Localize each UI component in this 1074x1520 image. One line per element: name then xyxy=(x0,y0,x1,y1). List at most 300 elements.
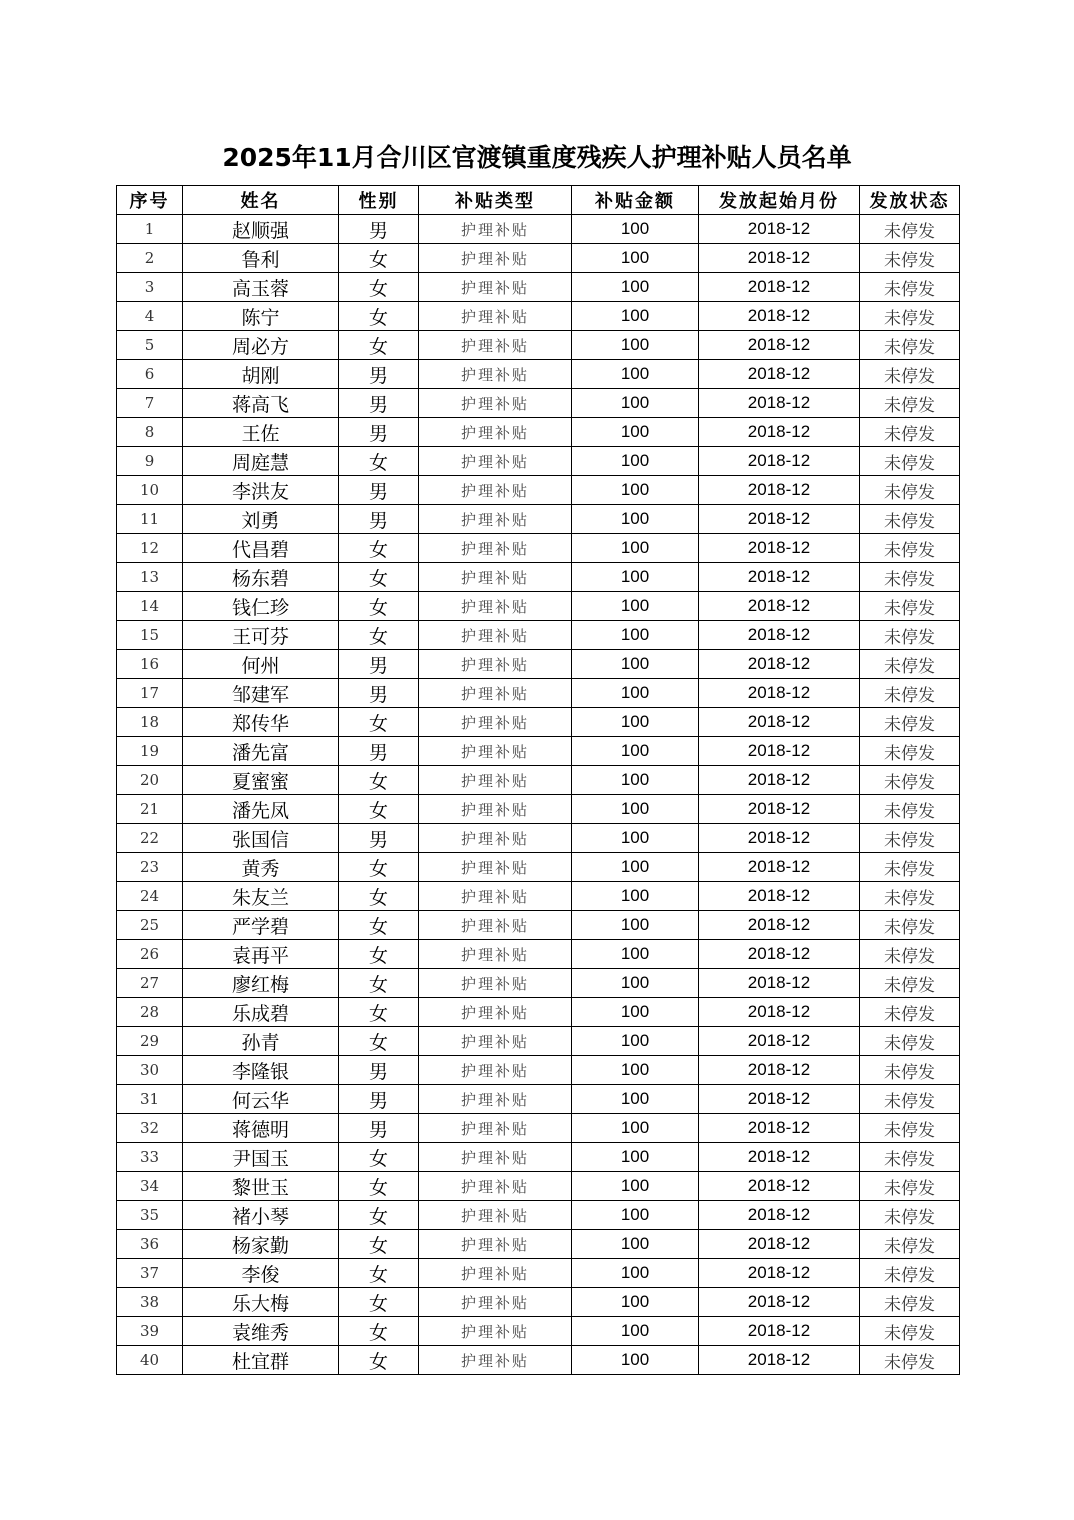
cell-name: 杨家勤 xyxy=(183,1230,339,1259)
cell-status: 未停发 xyxy=(860,331,960,360)
cell-serial-no: 11 xyxy=(117,505,183,534)
table-row xyxy=(117,1259,960,1288)
table-row xyxy=(117,969,960,998)
cell-gender: 男 xyxy=(339,1056,419,1085)
cell-name: 潘先凤 xyxy=(183,795,339,824)
table-row xyxy=(117,708,960,737)
cell-start-month: 2018-12 xyxy=(699,505,860,534)
cell-start-month: 2018-12 xyxy=(699,563,860,592)
table-row xyxy=(117,1056,960,1085)
cell-serial-no: 37 xyxy=(117,1259,183,1288)
cell-status: 未停发 xyxy=(860,476,960,505)
cell-status: 未停发 xyxy=(860,418,960,447)
cell-name: 邹建军 xyxy=(183,679,339,708)
cell-name: 何云华 xyxy=(183,1085,339,1114)
table-row xyxy=(117,1288,960,1317)
table-row xyxy=(117,1317,960,1346)
cell-serial-no: 1 xyxy=(117,215,183,244)
cell-name: 周庭慧 xyxy=(183,447,339,476)
cell-subsidy-type: 护理补贴 xyxy=(419,476,572,505)
cell-start-month: 2018-12 xyxy=(699,621,860,650)
cell-subsidy-amount: 100 xyxy=(572,534,699,563)
cell-gender: 女 xyxy=(339,795,419,824)
cell-status: 未停发 xyxy=(860,824,960,853)
cell-subsidy-type: 护理补贴 xyxy=(419,215,572,244)
cell-status: 未停发 xyxy=(860,215,960,244)
table-row xyxy=(117,998,960,1027)
cell-subsidy-type: 护理补贴 xyxy=(419,708,572,737)
table-row xyxy=(117,1346,960,1375)
cell-subsidy-amount: 100 xyxy=(572,418,699,447)
cell-subsidy-type: 护理补贴 xyxy=(419,1027,572,1056)
cell-gender: 女 xyxy=(339,1317,419,1346)
cell-subsidy-amount: 100 xyxy=(572,389,699,418)
cell-name: 高玉蓉 xyxy=(183,273,339,302)
cell-subsidy-type: 护理补贴 xyxy=(419,1085,572,1114)
cell-start-month: 2018-12 xyxy=(699,882,860,911)
cell-status: 未停发 xyxy=(860,1143,960,1172)
cell-gender: 女 xyxy=(339,998,419,1027)
cell-gender: 女 xyxy=(339,940,419,969)
cell-serial-no: 7 xyxy=(117,389,183,418)
cell-subsidy-type: 护理补贴 xyxy=(419,1172,572,1201)
cell-serial-no: 35 xyxy=(117,1201,183,1230)
cell-gender: 女 xyxy=(339,244,419,273)
cell-subsidy-amount: 100 xyxy=(572,969,699,998)
cell-name: 尹国玉 xyxy=(183,1143,339,1172)
cell-start-month: 2018-12 xyxy=(699,215,860,244)
cell-gender: 女 xyxy=(339,331,419,360)
table-row xyxy=(117,476,960,505)
cell-start-month: 2018-12 xyxy=(699,679,860,708)
table-row xyxy=(117,592,960,621)
cell-start-month: 2018-12 xyxy=(699,1317,860,1346)
cell-subsidy-amount: 100 xyxy=(572,621,699,650)
cell-serial-no: 22 xyxy=(117,824,183,853)
cell-status: 未停发 xyxy=(860,389,960,418)
cell-gender: 女 xyxy=(339,592,419,621)
cell-subsidy-type: 护理补贴 xyxy=(419,737,572,766)
cell-subsidy-amount: 100 xyxy=(572,737,699,766)
cell-subsidy-type: 护理补贴 xyxy=(419,505,572,534)
cell-gender: 女 xyxy=(339,302,419,331)
table-row xyxy=(117,302,960,331)
cell-gender: 女 xyxy=(339,534,419,563)
table-row xyxy=(117,882,960,911)
cell-status: 未停发 xyxy=(860,563,960,592)
cell-subsidy-amount: 100 xyxy=(572,1230,699,1259)
cell-subsidy-amount: 100 xyxy=(572,244,699,273)
table-row xyxy=(117,766,960,795)
cell-start-month: 2018-12 xyxy=(699,534,860,563)
cell-status: 未停发 xyxy=(860,795,960,824)
cell-gender: 男 xyxy=(339,650,419,679)
cell-serial-no: 29 xyxy=(117,1027,183,1056)
table-row xyxy=(117,447,960,476)
cell-gender: 女 xyxy=(339,447,419,476)
cell-name: 黎世玉 xyxy=(183,1172,339,1201)
cell-subsidy-type: 护理补贴 xyxy=(419,998,572,1027)
table-row xyxy=(117,737,960,766)
cell-gender: 女 xyxy=(339,1346,419,1375)
cell-name: 周必方 xyxy=(183,331,339,360)
cell-status: 未停发 xyxy=(860,650,960,679)
cell-name: 王佐 xyxy=(183,418,339,447)
cell-subsidy-type: 护理补贴 xyxy=(419,621,572,650)
cell-serial-no: 9 xyxy=(117,447,183,476)
cell-subsidy-amount: 100 xyxy=(572,331,699,360)
cell-start-month: 2018-12 xyxy=(699,1114,860,1143)
cell-subsidy-amount: 100 xyxy=(572,302,699,331)
cell-status: 未停发 xyxy=(860,911,960,940)
cell-subsidy-type: 护理补贴 xyxy=(419,1288,572,1317)
cell-name: 孙青 xyxy=(183,1027,339,1056)
table-row xyxy=(117,795,960,824)
cell-subsidy-amount: 100 xyxy=(572,679,699,708)
cell-name: 褚小琴 xyxy=(183,1201,339,1230)
cell-start-month: 2018-12 xyxy=(699,969,860,998)
cell-start-month: 2018-12 xyxy=(699,418,860,447)
document-title: 2025年11月合川区官渡镇重度残疾人护理补贴人员名单 xyxy=(222,143,852,172)
cell-gender: 男 xyxy=(339,418,419,447)
table-row xyxy=(117,244,960,273)
cell-gender: 女 xyxy=(339,1143,419,1172)
cell-gender: 女 xyxy=(339,766,419,795)
cell-start-month: 2018-12 xyxy=(699,476,860,505)
cell-start-month: 2018-12 xyxy=(699,1201,860,1230)
cell-status: 未停发 xyxy=(860,737,960,766)
cell-name: 何州 xyxy=(183,650,339,679)
cell-gender: 女 xyxy=(339,563,419,592)
cell-serial-no: 15 xyxy=(117,621,183,650)
cell-name: 郑传华 xyxy=(183,708,339,737)
cell-serial-no: 16 xyxy=(117,650,183,679)
cell-status: 未停发 xyxy=(860,534,960,563)
cell-subsidy-amount: 100 xyxy=(572,1114,699,1143)
cell-name: 蒋高飞 xyxy=(183,389,339,418)
cell-start-month: 2018-12 xyxy=(699,1259,860,1288)
cell-subsidy-amount: 100 xyxy=(572,940,699,969)
cell-gender: 男 xyxy=(339,215,419,244)
table-row xyxy=(117,650,960,679)
cell-status: 未停发 xyxy=(860,1346,960,1375)
table-row xyxy=(117,331,960,360)
cell-start-month: 2018-12 xyxy=(699,244,860,273)
cell-serial-no: 10 xyxy=(117,476,183,505)
cell-serial-no: 12 xyxy=(117,534,183,563)
table-row xyxy=(117,679,960,708)
cell-start-month: 2018-12 xyxy=(699,273,860,302)
cell-gender: 女 xyxy=(339,708,419,737)
table-row xyxy=(117,360,960,389)
cell-start-month: 2018-12 xyxy=(699,998,860,1027)
cell-start-month: 2018-12 xyxy=(699,1027,860,1056)
table-row xyxy=(117,1230,960,1259)
header-serial-no: 序号 xyxy=(117,186,183,215)
cell-serial-no: 40 xyxy=(117,1346,183,1375)
cell-status: 未停发 xyxy=(860,273,960,302)
cell-status: 未停发 xyxy=(860,1114,960,1143)
cell-start-month: 2018-12 xyxy=(699,824,860,853)
cell-subsidy-amount: 100 xyxy=(572,476,699,505)
cell-gender: 男 xyxy=(339,679,419,708)
cell-subsidy-amount: 100 xyxy=(572,1143,699,1172)
table-row xyxy=(117,534,960,563)
cell-start-month: 2018-12 xyxy=(699,447,860,476)
cell-status: 未停发 xyxy=(860,302,960,331)
table-row xyxy=(117,1085,960,1114)
table-row xyxy=(117,824,960,853)
cell-serial-no: 33 xyxy=(117,1143,183,1172)
header-subsidy-type: 补贴类型 xyxy=(419,186,572,215)
cell-subsidy-amount: 100 xyxy=(572,1085,699,1114)
cell-subsidy-amount: 100 xyxy=(572,447,699,476)
cell-subsidy-amount: 100 xyxy=(572,1172,699,1201)
cell-gender: 女 xyxy=(339,1259,419,1288)
cell-name: 夏蜜蜜 xyxy=(183,766,339,795)
cell-status: 未停发 xyxy=(860,1230,960,1259)
cell-subsidy-type: 护理补贴 xyxy=(419,534,572,563)
cell-serial-no: 31 xyxy=(117,1085,183,1114)
cell-start-month: 2018-12 xyxy=(699,766,860,795)
table-row xyxy=(117,505,960,534)
cell-name: 严学碧 xyxy=(183,911,339,940)
cell-start-month: 2018-12 xyxy=(699,1056,860,1085)
table-row xyxy=(117,273,960,302)
table-row xyxy=(117,940,960,969)
cell-subsidy-amount: 100 xyxy=(572,563,699,592)
cell-serial-no: 19 xyxy=(117,737,183,766)
cell-status: 未停发 xyxy=(860,998,960,1027)
cell-serial-no: 21 xyxy=(117,795,183,824)
cell-gender: 女 xyxy=(339,853,419,882)
cell-serial-no: 18 xyxy=(117,708,183,737)
cell-name: 乐成碧 xyxy=(183,998,339,1027)
cell-subsidy-type: 护理补贴 xyxy=(419,795,572,824)
table-row xyxy=(117,215,960,244)
table-header-row xyxy=(117,186,960,215)
cell-subsidy-amount: 100 xyxy=(572,708,699,737)
cell-subsidy-type: 护理补贴 xyxy=(419,273,572,302)
roster-table xyxy=(116,185,960,1375)
cell-gender: 男 xyxy=(339,1114,419,1143)
cell-subsidy-type: 护理补贴 xyxy=(419,766,572,795)
cell-serial-no: 3 xyxy=(117,273,183,302)
cell-start-month: 2018-12 xyxy=(699,592,860,621)
cell-subsidy-type: 护理补贴 xyxy=(419,331,572,360)
cell-subsidy-type: 护理补贴 xyxy=(419,1346,572,1375)
cell-subsidy-type: 护理补贴 xyxy=(419,1259,572,1288)
cell-gender: 女 xyxy=(339,273,419,302)
cell-gender: 男 xyxy=(339,389,419,418)
cell-name: 张国信 xyxy=(183,824,339,853)
cell-start-month: 2018-12 xyxy=(699,1172,860,1201)
cell-name: 杜宜群 xyxy=(183,1346,339,1375)
cell-serial-no: 26 xyxy=(117,940,183,969)
cell-start-month: 2018-12 xyxy=(699,795,860,824)
cell-name: 李洪友 xyxy=(183,476,339,505)
cell-start-month: 2018-12 xyxy=(699,853,860,882)
cell-subsidy-type: 护理补贴 xyxy=(419,882,572,911)
cell-name: 杨东碧 xyxy=(183,563,339,592)
cell-gender: 女 xyxy=(339,882,419,911)
cell-subsidy-type: 护理补贴 xyxy=(419,592,572,621)
cell-gender: 女 xyxy=(339,969,419,998)
cell-subsidy-type: 护理补贴 xyxy=(419,1056,572,1085)
cell-status: 未停发 xyxy=(860,969,960,998)
cell-status: 未停发 xyxy=(860,1288,960,1317)
cell-name: 潘先富 xyxy=(183,737,339,766)
cell-status: 未停发 xyxy=(860,940,960,969)
cell-subsidy-amount: 100 xyxy=(572,1346,699,1375)
cell-name: 鲁利 xyxy=(183,244,339,273)
cell-subsidy-amount: 100 xyxy=(572,766,699,795)
cell-status: 未停发 xyxy=(860,360,960,389)
table-row xyxy=(117,418,960,447)
cell-serial-no: 6 xyxy=(117,360,183,389)
cell-name: 赵顺强 xyxy=(183,215,339,244)
cell-name: 李俊 xyxy=(183,1259,339,1288)
cell-name: 袁维秀 xyxy=(183,1317,339,1346)
cell-serial-no: 13 xyxy=(117,563,183,592)
cell-subsidy-amount: 100 xyxy=(572,505,699,534)
cell-name: 蒋德明 xyxy=(183,1114,339,1143)
cell-name: 代昌碧 xyxy=(183,534,339,563)
cell-serial-no: 4 xyxy=(117,302,183,331)
cell-subsidy-amount: 100 xyxy=(572,273,699,302)
cell-status: 未停发 xyxy=(860,1172,960,1201)
cell-status: 未停发 xyxy=(860,592,960,621)
cell-serial-no: 8 xyxy=(117,418,183,447)
cell-subsidy-amount: 100 xyxy=(572,1056,699,1085)
cell-status: 未停发 xyxy=(860,882,960,911)
cell-status: 未停发 xyxy=(860,1201,960,1230)
cell-subsidy-type: 护理补贴 xyxy=(419,418,572,447)
cell-gender: 女 xyxy=(339,911,419,940)
cell-serial-no: 38 xyxy=(117,1288,183,1317)
cell-serial-no: 28 xyxy=(117,998,183,1027)
cell-status: 未停发 xyxy=(860,1317,960,1346)
cell-subsidy-type: 护理补贴 xyxy=(419,1201,572,1230)
cell-serial-no: 17 xyxy=(117,679,183,708)
table-row xyxy=(117,621,960,650)
cell-subsidy-type: 护理补贴 xyxy=(419,1317,572,1346)
cell-serial-no: 34 xyxy=(117,1172,183,1201)
cell-start-month: 2018-12 xyxy=(699,389,860,418)
cell-start-month: 2018-12 xyxy=(699,940,860,969)
cell-name: 陈宁 xyxy=(183,302,339,331)
cell-name: 刘勇 xyxy=(183,505,339,534)
cell-subsidy-type: 护理补贴 xyxy=(419,302,572,331)
cell-status: 未停发 xyxy=(860,447,960,476)
cell-start-month: 2018-12 xyxy=(699,1230,860,1259)
cell-subsidy-amount: 100 xyxy=(572,1027,699,1056)
cell-gender: 女 xyxy=(339,1027,419,1056)
cell-subsidy-amount: 100 xyxy=(572,795,699,824)
cell-start-month: 2018-12 xyxy=(699,360,860,389)
cell-subsidy-amount: 100 xyxy=(572,824,699,853)
cell-start-month: 2018-12 xyxy=(699,331,860,360)
cell-gender: 男 xyxy=(339,737,419,766)
cell-subsidy-type: 护理补贴 xyxy=(419,1143,572,1172)
cell-name: 袁再平 xyxy=(183,940,339,969)
cell-gender: 男 xyxy=(339,824,419,853)
cell-subsidy-amount: 100 xyxy=(572,998,699,1027)
cell-start-month: 2018-12 xyxy=(699,650,860,679)
cell-subsidy-amount: 100 xyxy=(572,1201,699,1230)
cell-name: 王可芬 xyxy=(183,621,339,650)
cell-subsidy-type: 护理补贴 xyxy=(419,969,572,998)
cell-start-month: 2018-12 xyxy=(699,911,860,940)
cell-serial-no: 25 xyxy=(117,911,183,940)
table-row xyxy=(117,1201,960,1230)
cell-status: 未停发 xyxy=(860,1259,960,1288)
cell-name: 朱友兰 xyxy=(183,882,339,911)
cell-gender: 男 xyxy=(339,476,419,505)
cell-subsidy-type: 护理补贴 xyxy=(419,853,572,882)
cell-subsidy-amount: 100 xyxy=(572,853,699,882)
cell-subsidy-type: 护理补贴 xyxy=(419,1114,572,1143)
cell-subsidy-type: 护理补贴 xyxy=(419,563,572,592)
cell-gender: 女 xyxy=(339,621,419,650)
table-row xyxy=(117,1027,960,1056)
header-status: 发放状态 xyxy=(860,186,960,215)
cell-start-month: 2018-12 xyxy=(699,1085,860,1114)
cell-subsidy-amount: 100 xyxy=(572,1317,699,1346)
cell-subsidy-amount: 100 xyxy=(572,1259,699,1288)
cell-subsidy-type: 护理补贴 xyxy=(419,911,572,940)
cell-gender: 女 xyxy=(339,1288,419,1317)
table-row xyxy=(117,389,960,418)
cell-gender: 男 xyxy=(339,360,419,389)
cell-gender: 女 xyxy=(339,1172,419,1201)
header-name: 姓名 xyxy=(183,186,339,215)
cell-serial-no: 5 xyxy=(117,331,183,360)
cell-start-month: 2018-12 xyxy=(699,1346,860,1375)
cell-serial-no: 39 xyxy=(117,1317,183,1346)
cell-subsidy-amount: 100 xyxy=(572,1288,699,1317)
cell-gender: 女 xyxy=(339,1230,419,1259)
cell-subsidy-amount: 100 xyxy=(572,360,699,389)
cell-status: 未停发 xyxy=(860,621,960,650)
cell-start-month: 2018-12 xyxy=(699,1288,860,1317)
cell-status: 未停发 xyxy=(860,1056,960,1085)
cell-name: 李隆银 xyxy=(183,1056,339,1085)
cell-start-month: 2018-12 xyxy=(699,302,860,331)
cell-subsidy-amount: 100 xyxy=(572,911,699,940)
header-gender: 性别 xyxy=(339,186,419,215)
cell-serial-no: 27 xyxy=(117,969,183,998)
cell-subsidy-type: 护理补贴 xyxy=(419,940,572,969)
cell-start-month: 2018-12 xyxy=(699,737,860,766)
cell-subsidy-type: 护理补贴 xyxy=(419,389,572,418)
cell-subsidy-amount: 100 xyxy=(572,215,699,244)
cell-name: 胡刚 xyxy=(183,360,339,389)
cell-name: 钱仁珍 xyxy=(183,592,339,621)
cell-subsidy-type: 护理补贴 xyxy=(419,824,572,853)
cell-status: 未停发 xyxy=(860,1027,960,1056)
cell-subsidy-type: 护理补贴 xyxy=(419,244,572,273)
cell-serial-no: 32 xyxy=(117,1114,183,1143)
table-row xyxy=(117,1172,960,1201)
cell-serial-no: 2 xyxy=(117,244,183,273)
cell-name: 廖红梅 xyxy=(183,969,339,998)
cell-serial-no: 30 xyxy=(117,1056,183,1085)
table-row xyxy=(117,853,960,882)
cell-subsidy-type: 护理补贴 xyxy=(419,650,572,679)
table-row xyxy=(117,911,960,940)
cell-start-month: 2018-12 xyxy=(699,1143,860,1172)
